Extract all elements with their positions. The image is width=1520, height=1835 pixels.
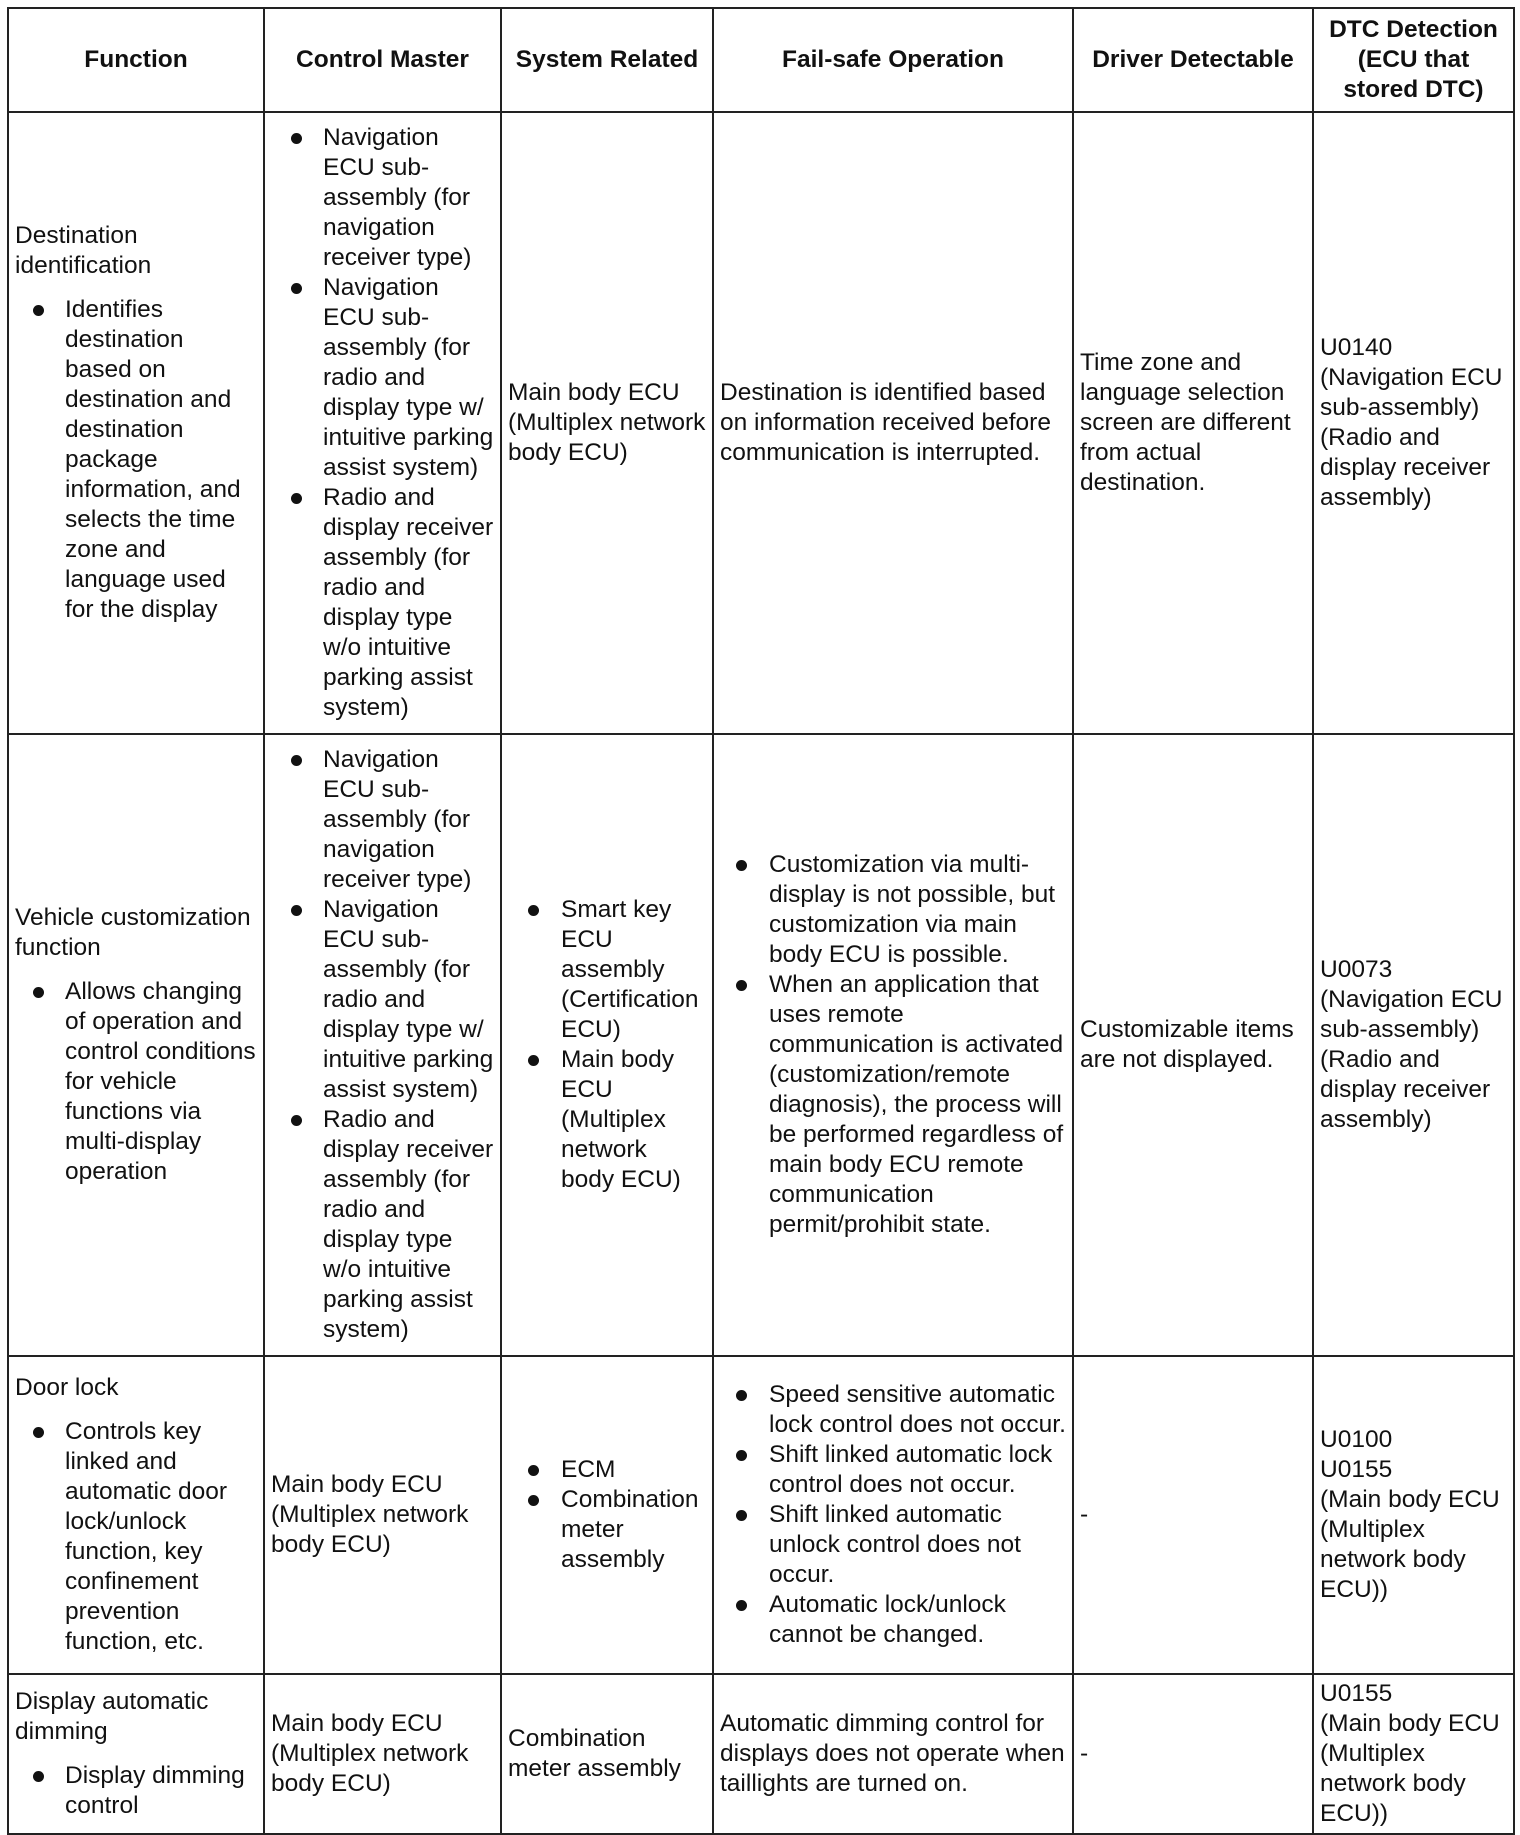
function-name: Door lock <box>15 1374 119 1401</box>
system-related-cell: Combination meter assembly <box>501 1674 713 1834</box>
control-master-item: Radio and display receiver assembly (for radio and display type w/o intuitive parking assist system) <box>323 484 494 721</box>
fail-safe-item: Automatic lock/unlock cannot be changed. <box>769 1590 1066 1650</box>
control-master-item: Navigation ECU sub-assembly (for navigation receiver type) <box>323 123 494 273</box>
control-master-item: Navigation ECU sub-assembly (for radio and display type w/ intuitive parking assist system) <box>323 896 494 1103</box>
fail-safe-item: Speed sensitive automatic lock control does not occur. <box>769 1381 1066 1438</box>
header-function: Function <box>8 8 264 112</box>
control-master-cell <box>264 734 501 1356</box>
fail-safe-cell <box>713 734 1073 1356</box>
dtc-cell: U0140 (Navigation ECU sub-assembly) (Radio and display receiver assembly) <box>1313 112 1514 734</box>
fail-safe-cell: Automatic dimming control for displays does not operate when taillights are turned on. <box>713 1674 1073 1834</box>
dtc-cell: U0073 (Navigation ECU sub-assembly) (Radio and display receiver assembly) <box>1313 734 1514 1356</box>
driver-detectable-cell: Customizable items are not displayed. <box>1073 734 1313 1356</box>
function-description: Controls key linked and automatic door lock/unlock function, key confinement prevention function, etc. <box>65 1417 257 1657</box>
function-name: Destination identification <box>15 222 152 279</box>
fail-safe-cell: Destination is identified based on information received before communication is interrupted. <box>713 112 1073 734</box>
fail-safe-item: When an application that uses remote communication is activated (customization/remote diagnosis), the process will be performed regardless of main body ECU remote communication permit/prohibit state. <box>769 970 1066 1240</box>
fail-safe-item: Shift linked automatic unlock control does not occur. <box>769 1500 1066 1590</box>
fail-safe-item: Customization via multi-display is not possible, but customization via main body ECU is possible. <box>769 850 1066 970</box>
function-cell <box>8 734 264 1356</box>
function-description: Display dimming control <box>65 1761 257 1821</box>
table-row <box>8 1674 1514 1834</box>
control-master-item: Navigation ECU sub-assembly (for navigation receiver type) <box>323 745 494 895</box>
driver-detectable-cell: - <box>1073 1356 1313 1674</box>
control-master-item: Radio and display receiver assembly (for radio and display type w/o intuitive parking assist system) <box>323 1106 494 1343</box>
function-cell <box>8 1356 264 1674</box>
system-related-cell: Main body ECU (Multiplex network body ECU) <box>501 112 713 734</box>
system-related-item: Combination meter assembly <box>561 1485 706 1575</box>
header-fail-safe-operation: Fail-safe Operation <box>713 8 1073 112</box>
system-related-cell <box>501 1356 713 1674</box>
function-name: Display automatic dimming <box>15 1688 209 1745</box>
control-master-item: Navigation ECU sub-assembly (for radio and display type w/ intuitive parking assist system) <box>323 274 494 481</box>
function-description: Identifies destination based on destination and destination package information, and selects the time zone and language used for the display <box>65 295 257 625</box>
system-related-item: Smart key ECU assembly (Certification ECU) <box>561 895 706 1045</box>
table-row <box>8 734 1514 1356</box>
control-master-cell <box>264 112 501 734</box>
control-master-cell: Main body ECU (Multiplex network body ECU) <box>264 1356 501 1674</box>
header-row <box>8 8 1514 112</box>
driver-detectable-cell: - <box>1073 1674 1313 1834</box>
function-cell <box>8 1674 264 1834</box>
system-related-item: Main body ECU (Multiplex network body ECU) <box>561 1045 706 1195</box>
header-system-related: System Related <box>501 8 713 112</box>
header-dtc-detection: DTC Detection (ECU that stored DTC) <box>1313 8 1514 112</box>
header-driver-detectable: Driver Detectable <box>1073 8 1313 112</box>
control-master-cell: Main body ECU (Multiplex network body ECU) <box>264 1674 501 1834</box>
dtc-cell: U0155 (Main body ECU (Multiplex network body ECU)) <box>1313 1674 1514 1834</box>
function-description: Allows changing of operation and control conditions for vehicle functions via multi-display operation <box>65 978 256 1185</box>
dtc-cell: U0100 U0155 (Main body ECU (Multiplex network body ECU)) <box>1313 1356 1514 1674</box>
system-related-item: ECM <box>561 1455 706 1485</box>
system-related-cell <box>501 734 713 1356</box>
table-row <box>8 1356 1514 1674</box>
function-name: Vehicle customization function <box>15 904 251 961</box>
function-cell <box>8 112 264 734</box>
fail-safe-cell <box>713 1356 1073 1674</box>
fail-safe-item: Shift linked automatic lock control does not occur. <box>769 1440 1066 1500</box>
table-row <box>8 112 1514 734</box>
network-function-table <box>7 7 1515 1835</box>
header-control-master: Control Master <box>264 8 501 112</box>
driver-detectable-cell: Time zone and language selection screen are different from actual destination. <box>1073 112 1313 734</box>
